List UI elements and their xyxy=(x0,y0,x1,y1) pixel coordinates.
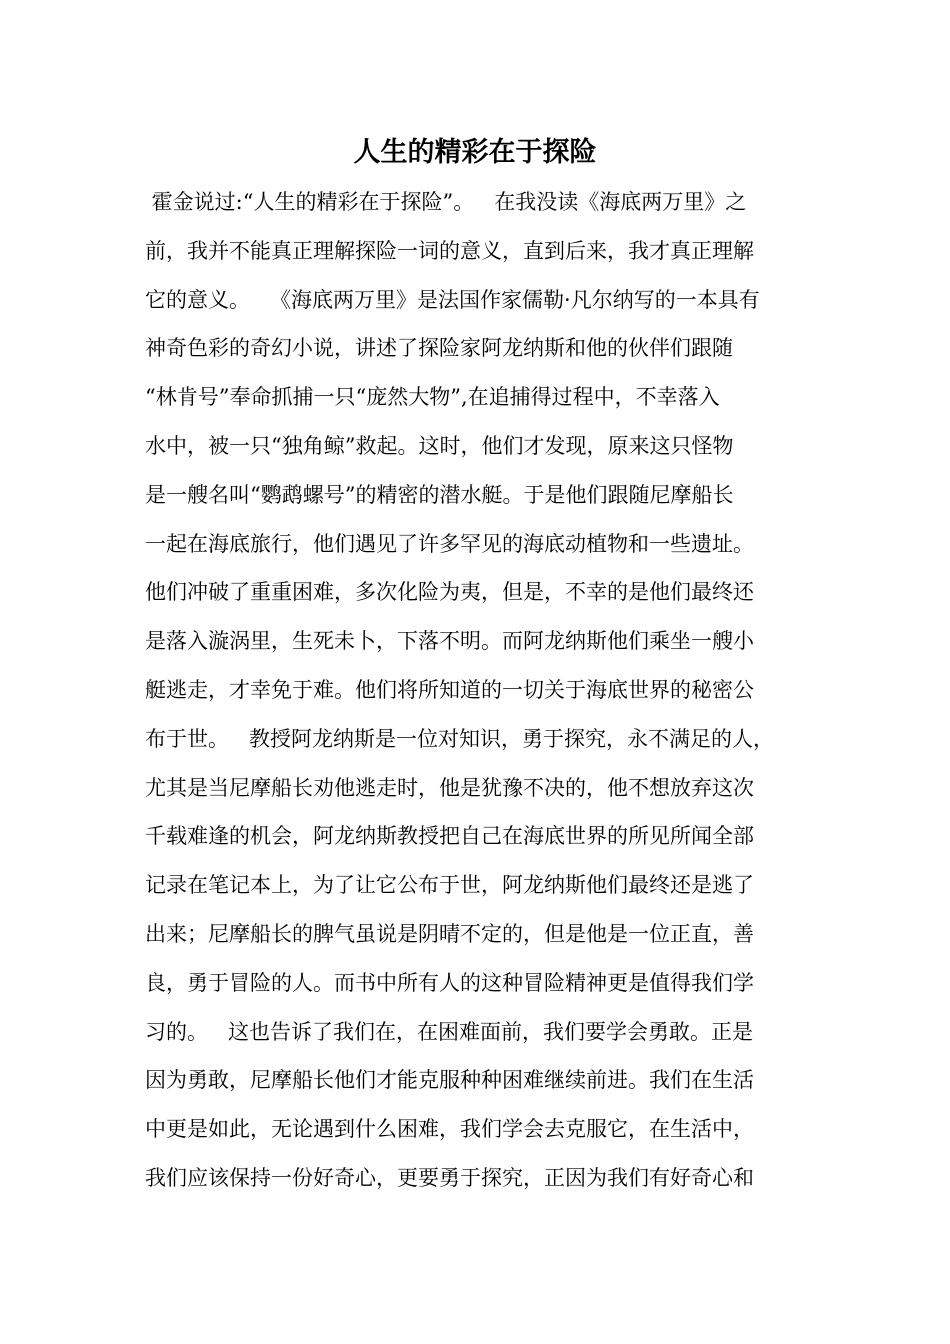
body-line: 水中，被一只“独角鲸”救起。这时，他们才发现，原来这只怪物 xyxy=(145,433,734,458)
body-line: 艇逃走，才幸免于难。他们将所知道的一切关于海底世界的秘密公 xyxy=(145,677,754,702)
body-line: 他们冲破了重重困难，多次化险为夷，但是，不幸的是他们最终还 xyxy=(145,580,754,605)
body-line: 布于世。 教授阿龙纳斯是一位对知识，勇于探究，永不满足的人， xyxy=(145,726,775,751)
body-line: 良，勇于冒险的人。而书中所有人的这种冒险精神更是值得我们学 xyxy=(145,970,754,995)
body-line: 因为勇敢，尼摩船长他们才能克服种种困难继续前进。我们在生活 xyxy=(145,1068,754,1093)
body-line: 是一艘名叫“鹦鹉螺号”的精密的潜水艇。于是他们跟随尼摩船长 xyxy=(145,482,734,507)
body-line: 是落入漩涡里，生死未卜，下落不明。而阿龙纳斯他们乘坐一艘小 xyxy=(145,629,754,654)
document-title: 人生的精彩在于探险 xyxy=(353,137,597,168)
body-line: 它的意义。 《海底两万里》是法国作家儒勒·凡尔纳写的一本具有 xyxy=(145,287,760,312)
body-line: 习的。 这也告诉了我们在，在困难面前，我们要学会勇敢。正是 xyxy=(145,1019,754,1044)
body-line: 一起在海底旅行，他们遇见了许多罕见的海底动植物和一些遗址。 xyxy=(145,531,754,556)
body-line: 中更是如此，无论遇到什么困难，我们学会去克服它，在生活中， xyxy=(145,1117,754,1142)
body-line: 神奇色彩的奇幻小说，讲述了探险家阿龙纳斯和他的伙伴们跟随 xyxy=(145,336,733,361)
body-line: “林肯号”奉命抓捕一只“庞然大物”,在追捕得过程中，不幸落入 xyxy=(145,385,720,410)
body-line: 我们应该保持一份好奇心，更要勇于探究，正因为我们有好奇心和 xyxy=(145,1165,754,1190)
body-line: 千载难逢的机会，阿龙纳斯教授把自己在海底世界的所见所闻全部 xyxy=(145,824,754,849)
body-line: 尤其是当尼摩船长劝他逃走时，他是犹豫不决的，他不想放弃这次 xyxy=(145,775,754,800)
document-body xyxy=(145,178,825,1203)
body-line: 前，我并不能真正理解探险一词的意义，直到后来，我才真正理解 xyxy=(145,238,754,263)
body-line: 出来；尼摩船长的脾气虽说是阴晴不定的，但是他是一位正直，善 xyxy=(145,921,754,946)
body-line: 霍金说过:“人生的精彩在于探险”。 在我没读《海底两万里》之 xyxy=(145,190,747,214)
body-line: 记录在笔记本上，为了让它公布于世，阿龙纳斯他们最终还是逃了 xyxy=(145,873,754,898)
